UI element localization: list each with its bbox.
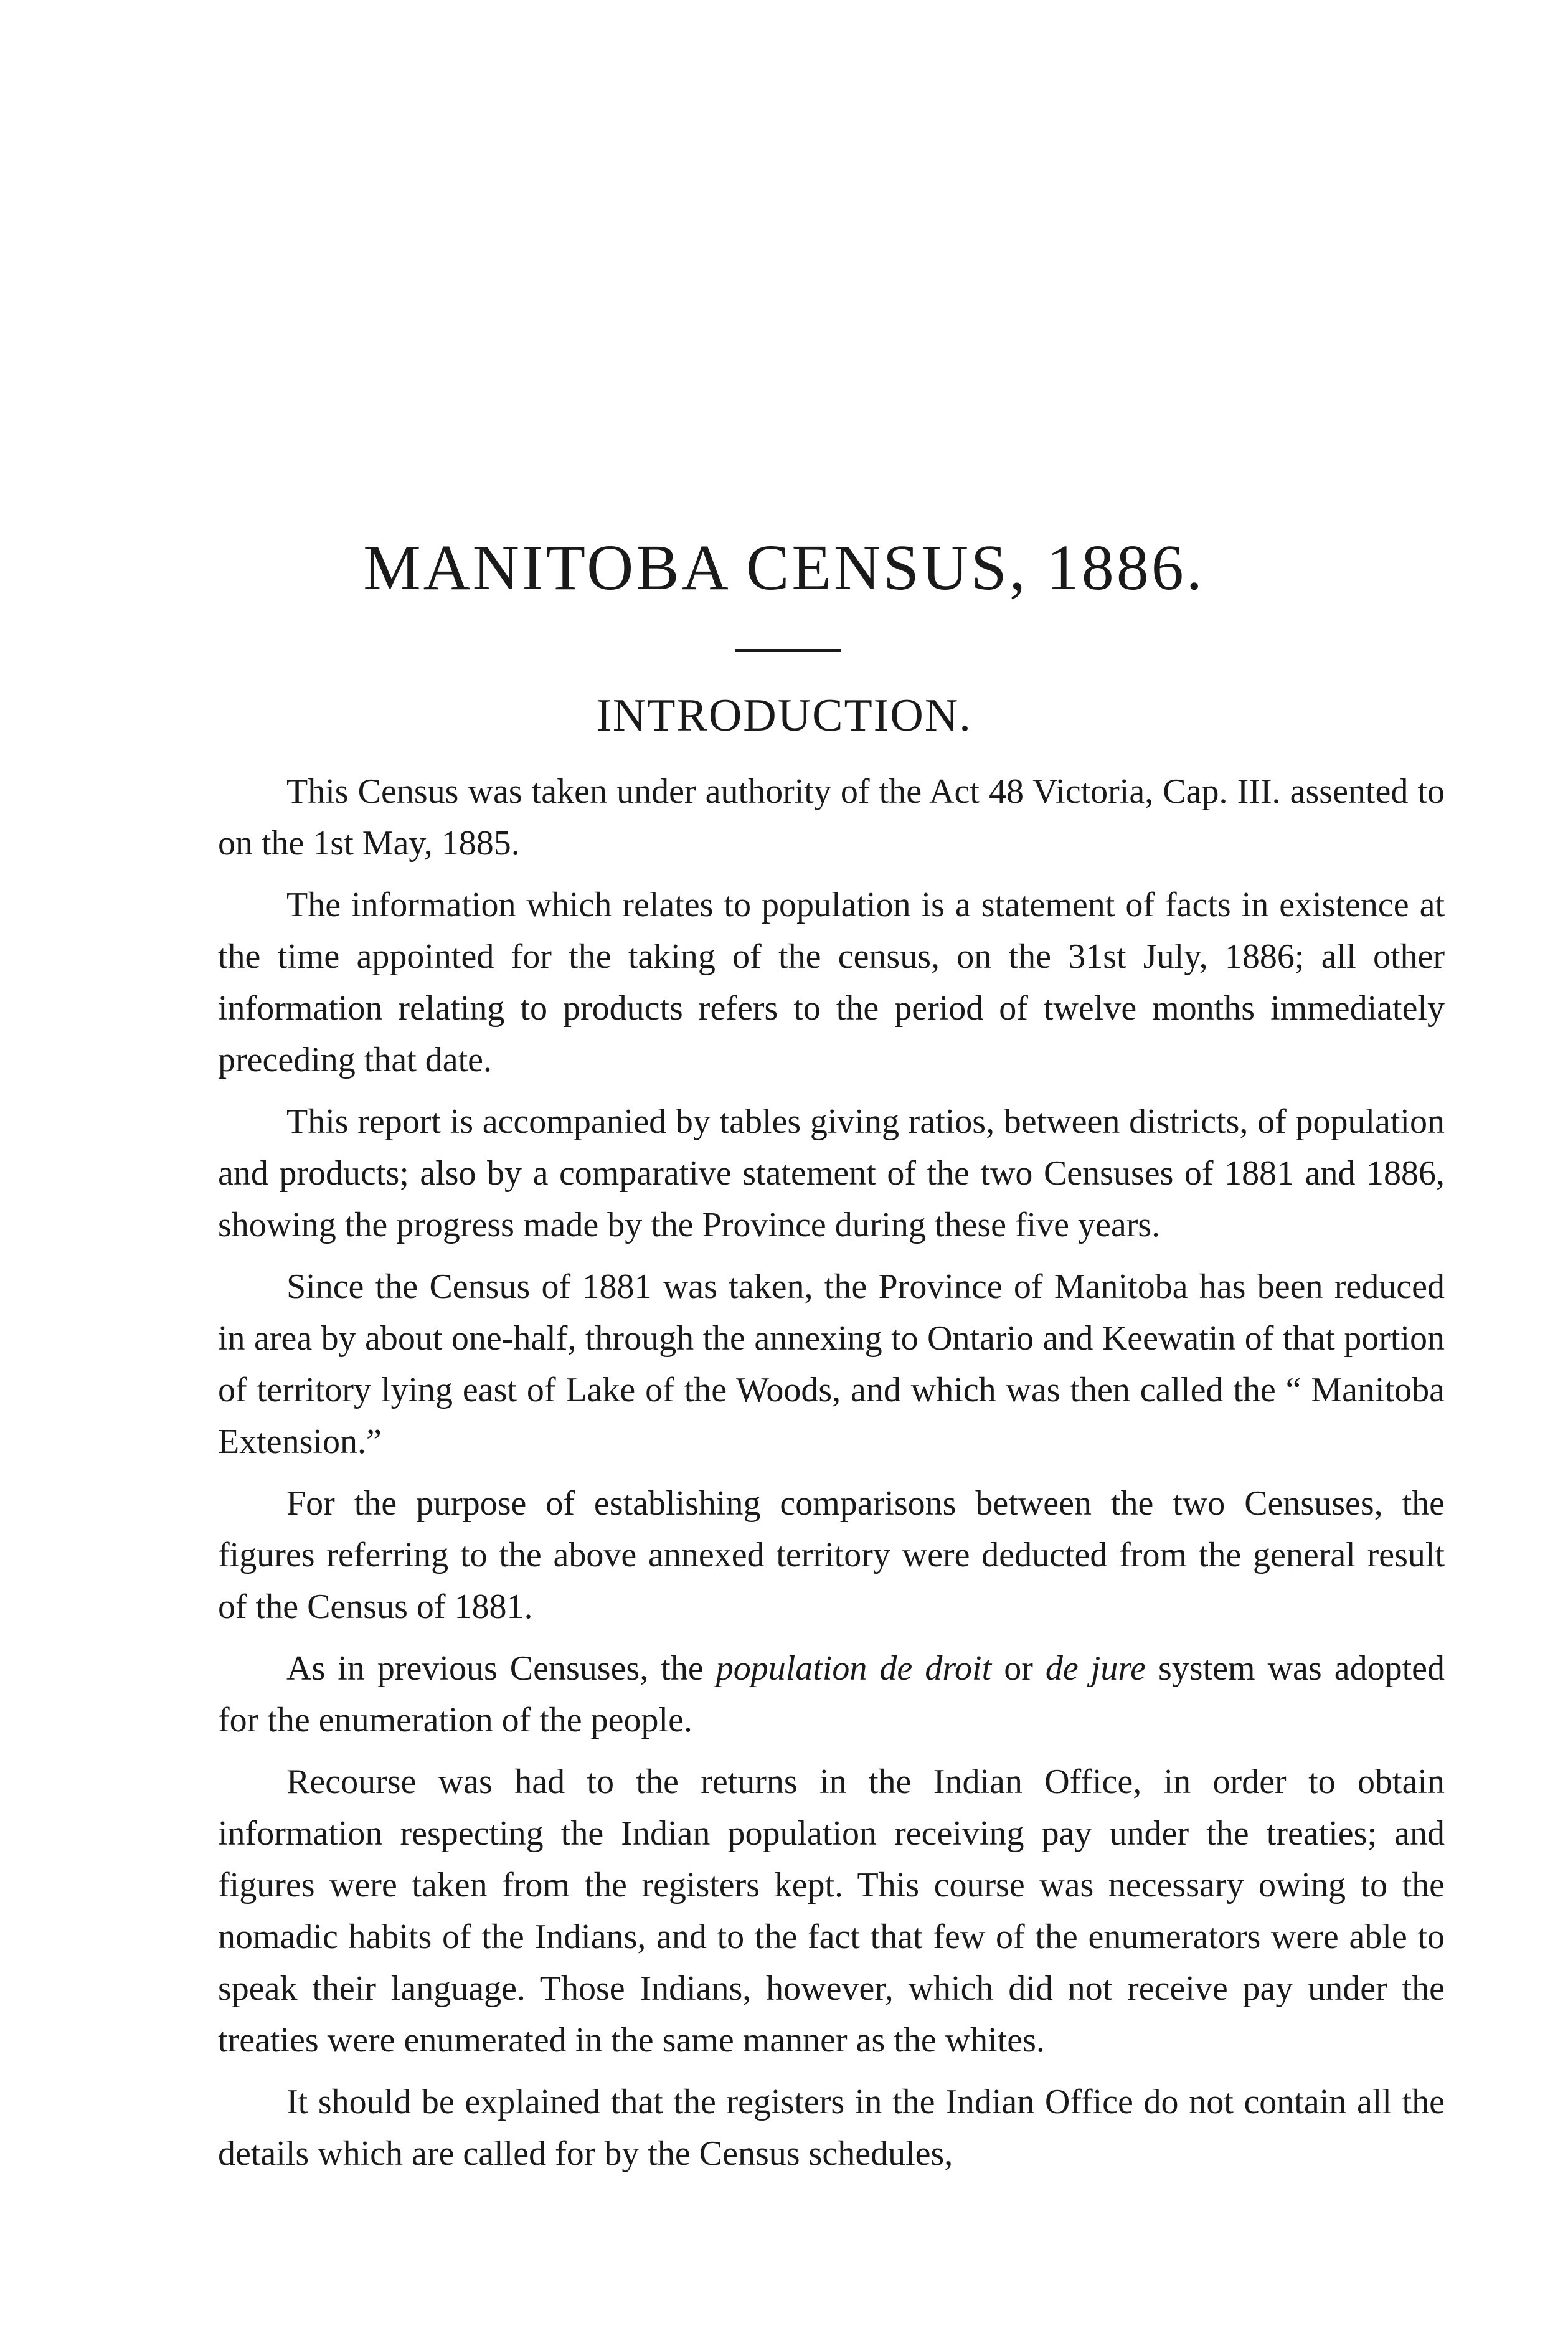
body-text [218,766,1445,2190]
text-run: As in previous Censuses, the [286,1649,716,1688]
paragraph: Since the Census of 1881 was taken, the Province of Manitoba has been reduced in area by about one-half, through the annexing to Ontario and Keewatin of that portion of territory lying east of Lake of the Woods, and which was then called the “ Manitoba Extension.” [218,1267,1445,1461]
text-run: or [991,1649,1046,1688]
document-title: MANITOBA CENSUS, 1886. [363,532,1205,603]
paragraph: Recourse was had to the returns in the Indian Office, in order to obtain information respecting the Indian population receiving pay under the treaties; and figures were taken from the registers kept. This course was necessary owing to the nomadic habits of the Indians, and to the fact that few of the enumerators were able to speak their language. Those Indians, however, which did not receive pay under the treaties were enumerated in the same manner as the whites. [218,1763,1445,2060]
paragraph: The information which relates to population is a statement of facts in existence at the time appointed for the taking of the census, on the 31st July, 1886; all other information relating to products refers to the period of twelve months immediately preceding that date. [218,886,1445,1079]
paragraph: It should be explained that the registers in the Indian Office do not contain all the details which are called for by the Census schedules, [218,2083,1445,2173]
text-run: system was adopted for the enumeration of the people. [218,1649,1445,1739]
italic-term: de jure [1045,1649,1146,1688]
italic-term: population de droit [716,1649,992,1688]
paragraph [218,1643,1445,1746]
section-heading: INTRODUCTION. [596,690,972,741]
paragraph: This Census was taken under authority of the Act 48 Victoria, Cap. III. assented to on the 1st May, 1885. [218,772,1445,863]
title-divider [735,649,841,652]
paragraph: For the purpose of establishing comparisons between the two Censuses, the figures referring to the above annexed territory were deducted from the general result of the Census of 1881. [218,1484,1445,1626]
paragraph: This report is accompanied by tables giving ratios, between districts, of population and products; also by a comparative statement of the two Censuses of 1881 and 1886, showing the progress made by the Province during these five years. [218,1102,1445,1244]
